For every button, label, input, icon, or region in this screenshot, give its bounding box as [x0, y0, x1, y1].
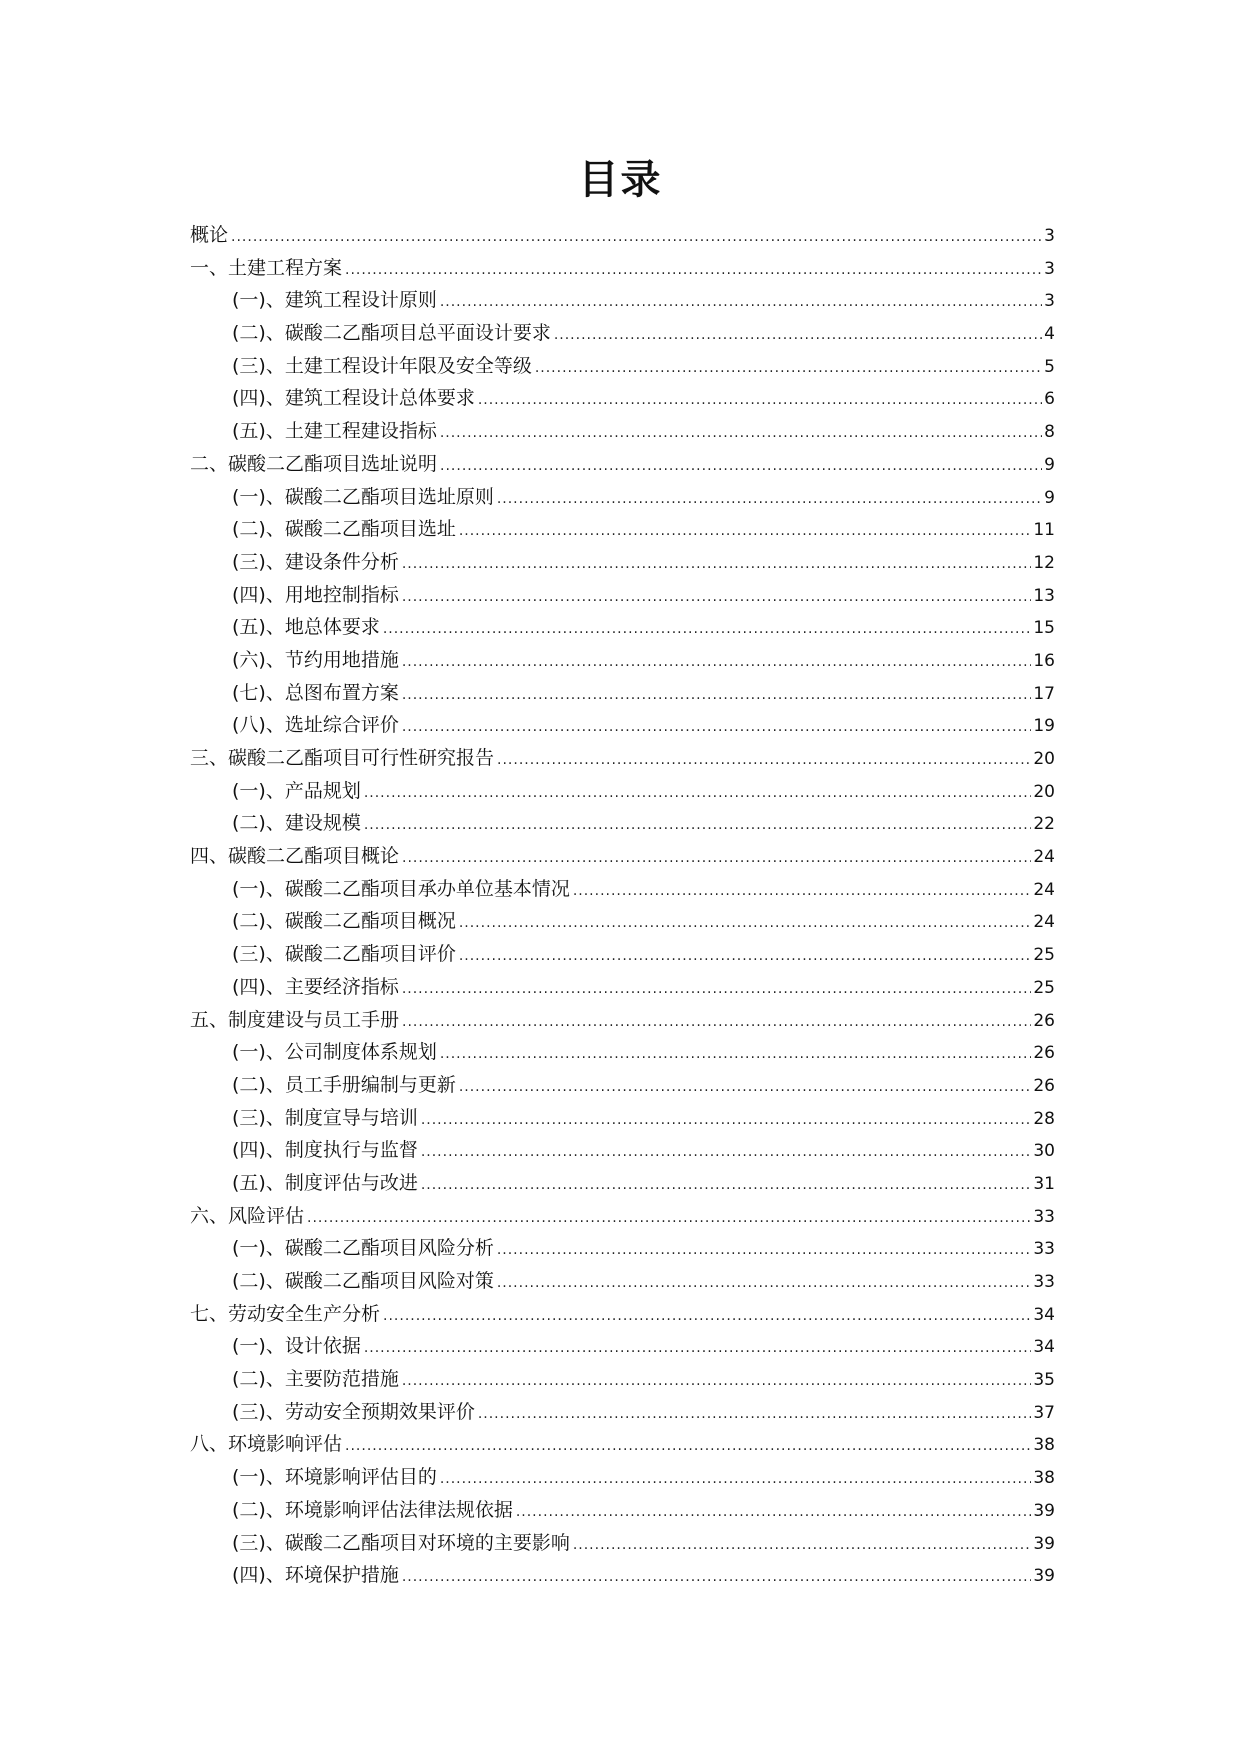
toc-entry[interactable]	[190, 905, 1055, 938]
toc-entry[interactable]	[190, 546, 1055, 579]
toc-entry-page-number: 8	[1044, 422, 1055, 443]
toc-entry-label: (一)、产品规划	[232, 779, 361, 802]
toc-entry-label: (二)、员工手册编制与更新	[232, 1073, 456, 1096]
toc-entry-label: (八)、选址综合评价	[232, 714, 399, 737]
toc-dot-leader	[231, 221, 1042, 254]
toc-entry[interactable]	[190, 873, 1055, 906]
table-of-contents	[190, 219, 1055, 1592]
toc-entry-label: (二)、碳酸二乙酯项目风险对策	[232, 1270, 494, 1292]
toc-entry-page-number: 3	[1044, 291, 1055, 312]
toc-entry-page-number: 30	[1033, 1141, 1055, 1162]
toc-entry-label: 八、环境影响评估	[190, 1433, 343, 1456]
toc-dot-leader	[440, 286, 1042, 319]
toc-entry[interactable]	[190, 611, 1055, 644]
toc-dot-leader	[402, 973, 1032, 1006]
toc-entry-label: 六、风险评估	[190, 1204, 305, 1227]
toc-entry[interactable]	[190, 448, 1055, 481]
toc-entry-page-number: 26	[1033, 1075, 1055, 1096]
toc-entry-label: (四)、环境保护措施	[232, 1564, 399, 1587]
toc-dot-leader	[345, 254, 1042, 287]
toc-dot-leader	[497, 744, 1031, 777]
toc-entry-page-number: 24	[1033, 912, 1055, 933]
toc-entry-page-number: 35	[1033, 1370, 1055, 1391]
toc-dot-leader	[364, 1332, 1032, 1365]
toc-entry[interactable]	[190, 644, 1055, 677]
toc-entry[interactable]	[190, 252, 1055, 285]
toc-dot-leader	[440, 450, 1042, 483]
toc-entry[interactable]	[190, 1232, 1055, 1265]
toc-entry[interactable]	[190, 1167, 1055, 1200]
toc-entry[interactable]	[190, 971, 1055, 1004]
toc-dot-leader	[364, 777, 1032, 810]
toc-entry-label: (一)、环境影响评估目的	[232, 1466, 437, 1489]
toc-entry-label: (五)、制度评估与改进	[232, 1171, 418, 1194]
toc-entry-label: (一)、设计依据	[232, 1335, 361, 1358]
toc-entry-label: 一、土建工程方案	[190, 256, 343, 279]
toc-entry[interactable]	[190, 1265, 1055, 1298]
toc-entry[interactable]	[190, 1428, 1055, 1461]
toc-entry[interactable]	[190, 1527, 1055, 1560]
toc-entry[interactable]	[190, 775, 1055, 808]
toc-entry-label: (五)、地总体要求	[232, 616, 380, 639]
toc-entry-page-number: 13	[1033, 585, 1055, 606]
toc-dot-leader	[345, 1430, 1031, 1463]
toc-entry[interactable]	[190, 807, 1055, 840]
toc-entry-page-number: 34	[1033, 1304, 1055, 1325]
toc-entry[interactable]	[190, 317, 1055, 350]
toc-dot-leader	[554, 319, 1042, 352]
toc-dot-leader	[440, 1038, 1032, 1071]
toc-entry-page-number: 38	[1033, 1468, 1055, 1489]
toc-entry-label: 二、碳酸二乙酯项目选址说明	[190, 452, 438, 475]
toc-dot-leader	[402, 1561, 1032, 1594]
toc-entry-label: (三)、建设条件分析	[232, 550, 399, 573]
toc-entry-label: (七)、总图布置方案	[232, 681, 399, 704]
toc-dot-leader	[421, 1136, 1032, 1169]
toc-entry[interactable]	[190, 1200, 1055, 1233]
toc-entry-label: (三)、制度宣导与培训	[232, 1106, 418, 1129]
toc-entry[interactable]	[190, 382, 1055, 415]
toc-dot-leader	[478, 384, 1042, 417]
toc-dot-leader	[440, 417, 1042, 450]
toc-entry-page-number: 39	[1033, 1566, 1055, 1587]
toc-dot-leader	[459, 940, 1032, 973]
toc-entry-page-number: 33	[1033, 1239, 1055, 1260]
toc-dot-leader	[440, 1463, 1032, 1496]
toc-entry-label: (二)、主要防范措施	[232, 1368, 399, 1391]
toc-dot-leader	[307, 1202, 1031, 1235]
toc-entry-page-number: 39	[1033, 1500, 1055, 1521]
toc-entry-page-number: 31	[1033, 1173, 1055, 1194]
toc-entry-label: 五、制度建设与员工手册	[190, 1008, 400, 1031]
toc-dot-leader	[364, 809, 1032, 842]
toc-entry[interactable]	[190, 579, 1055, 612]
toc-dot-leader	[459, 515, 1032, 548]
toc-entry-label: (六)、节约用地措施	[232, 648, 399, 671]
toc-dot-leader	[573, 875, 1032, 908]
toc-entry-label: (四)、建筑工程设计总体要求	[232, 387, 475, 410]
toc-dot-leader	[402, 581, 1032, 614]
toc-entry-page-number: 19	[1033, 716, 1055, 737]
toc-entry[interactable]	[190, 1102, 1055, 1135]
toc-dot-leader	[383, 613, 1032, 646]
toc-entry-page-number: 4	[1044, 324, 1055, 345]
toc-entry-label: (四)、用地控制指标	[232, 583, 399, 606]
toc-entry-label: (一)、碳酸二乙酯项目风险分析	[232, 1237, 494, 1260]
toc-entry-label: (二)、碳酸二乙酯项目总平面设计要求	[232, 322, 551, 345]
toc-entry-page-number: 5	[1044, 356, 1055, 377]
toc-entry[interactable]	[190, 481, 1055, 514]
toc-dot-leader	[402, 711, 1032, 744]
toc-entry-label: 七、劳动安全生产分析	[190, 1302, 381, 1325]
toc-entry-label: (四)、制度执行与监督	[232, 1139, 418, 1162]
page-title: 目录	[578, 157, 663, 203]
toc-entry[interactable]	[190, 350, 1055, 383]
toc-entry-page-number: 33	[1033, 1206, 1055, 1227]
toc-entry-label: (二)、建设规模	[232, 812, 361, 835]
toc-dot-leader	[402, 646, 1032, 679]
toc-dot-leader	[402, 1365, 1032, 1398]
toc-dot-leader	[402, 1006, 1031, 1039]
toc-entry-page-number: 20	[1033, 749, 1055, 769]
toc-entry[interactable]	[190, 709, 1055, 742]
toc-entry-page-number: 12	[1033, 552, 1055, 573]
toc-dot-leader	[535, 352, 1042, 385]
toc-entry[interactable]	[190, 1134, 1055, 1167]
toc-entry-page-number: 3	[1044, 258, 1055, 279]
toc-dot-leader	[478, 1398, 1032, 1431]
toc-entry[interactable]	[190, 938, 1055, 971]
toc-entry-label: (二)、碳酸二乙酯项目选址	[232, 518, 456, 541]
toc-entry-label: (一)、建筑工程设计原则	[232, 289, 437, 312]
toc-dot-leader	[421, 1104, 1032, 1137]
toc-entry-label: (一)、碳酸二乙酯项目承办单位基本情况	[232, 877, 570, 900]
toc-entry-page-number: 20	[1033, 781, 1055, 802]
toc-entry-label: (五)、土建工程建设指标	[232, 420, 437, 443]
toc-entry-page-number: 17	[1033, 683, 1055, 704]
toc-dot-leader	[573, 1529, 1032, 1562]
toc-entry-label: (一)、碳酸二乙酯项目选址原则	[232, 485, 494, 508]
toc-entry-page-number: 16	[1033, 650, 1055, 671]
toc-entry[interactable]	[190, 1330, 1055, 1363]
toc-entry[interactable]	[190, 1298, 1055, 1331]
toc-dot-leader	[383, 1300, 1031, 1333]
toc-dot-leader	[459, 1071, 1032, 1104]
toc-entry-label: 四、碳酸二乙酯项目概论	[190, 845, 400, 868]
toc-entry-page-number: 33	[1033, 1272, 1055, 1292]
toc-entry-label: 三、碳酸二乙酯项目可行性研究报告	[190, 747, 495, 769]
toc-entry-label: (一)、公司制度体系规划	[232, 1041, 437, 1064]
toc-dot-leader	[402, 548, 1032, 581]
toc-entry[interactable]	[190, 742, 1055, 775]
toc-dot-leader	[402, 842, 1031, 875]
toc-entry-label: 概论	[190, 224, 229, 246]
toc-dot-leader	[497, 483, 1042, 516]
toc-entry[interactable]	[190, 1494, 1055, 1527]
toc-entry-label: (三)、碳酸二乙酯项目评价	[232, 943, 456, 966]
toc-entry-page-number: 3	[1044, 226, 1055, 246]
toc-entry-page-number: 15	[1033, 618, 1055, 639]
toc-dot-leader	[497, 1267, 1032, 1300]
toc-entry-label: (二)、碳酸二乙酯项目概况	[232, 910, 456, 933]
toc-entry-page-number: 9	[1044, 487, 1055, 508]
toc-entry[interactable]	[190, 415, 1055, 448]
toc-entry-page-number: 26	[1033, 1043, 1055, 1064]
toc-entry[interactable]	[190, 1363, 1055, 1396]
toc-entry-label: (三)、碳酸二乙酯项目对环境的主要影响	[232, 1531, 570, 1554]
toc-entry-label: (四)、主要经济指标	[232, 975, 399, 998]
toc-dot-leader	[459, 907, 1032, 940]
toc-entry-page-number: 28	[1033, 1108, 1055, 1129]
toc-entry-page-number: 25	[1033, 945, 1055, 966]
toc-dot-leader	[421, 1169, 1032, 1202]
toc-entry-label: (三)、土建工程设计年限及安全等级	[232, 354, 532, 377]
toc-entry[interactable]	[190, 840, 1055, 873]
toc-entry[interactable]	[190, 284, 1055, 317]
toc-dot-leader	[402, 679, 1032, 712]
toc-entry[interactable]	[190, 1461, 1055, 1494]
toc-entry[interactable]	[190, 219, 1055, 252]
toc-entry[interactable]	[190, 1396, 1055, 1429]
toc-entry-page-number: 22	[1033, 814, 1055, 835]
toc-entry-page-number: 25	[1033, 977, 1055, 998]
toc-entry-page-number: 9	[1044, 454, 1055, 475]
toc-entry[interactable]	[190, 1069, 1055, 1102]
toc-entry[interactable]	[190, 1559, 1055, 1592]
toc-entry-page-number: 37	[1033, 1402, 1055, 1423]
toc-entry-page-number: 24	[1033, 847, 1055, 868]
toc-entry-label: (二)、环境影响评估法律法规依据	[232, 1498, 513, 1521]
toc-entry-page-number: 39	[1033, 1533, 1055, 1554]
toc-entry-page-number: 6	[1044, 389, 1055, 410]
toc-entry[interactable]	[190, 513, 1055, 546]
toc-entry-page-number: 11	[1033, 520, 1055, 541]
toc-entry-label: (三)、劳动安全预期效果评价	[232, 1400, 475, 1423]
toc-entry[interactable]	[190, 677, 1055, 710]
toc-dot-leader	[497, 1234, 1032, 1267]
toc-entry-page-number: 38	[1033, 1435, 1055, 1456]
toc-entry-page-number: 26	[1033, 1010, 1055, 1031]
toc-entry[interactable]	[190, 1036, 1055, 1069]
toc-entry[interactable]	[190, 1004, 1055, 1037]
toc-entry-page-number: 34	[1033, 1337, 1055, 1358]
toc-dot-leader	[516, 1496, 1032, 1529]
toc-entry-page-number: 24	[1033, 879, 1055, 900]
